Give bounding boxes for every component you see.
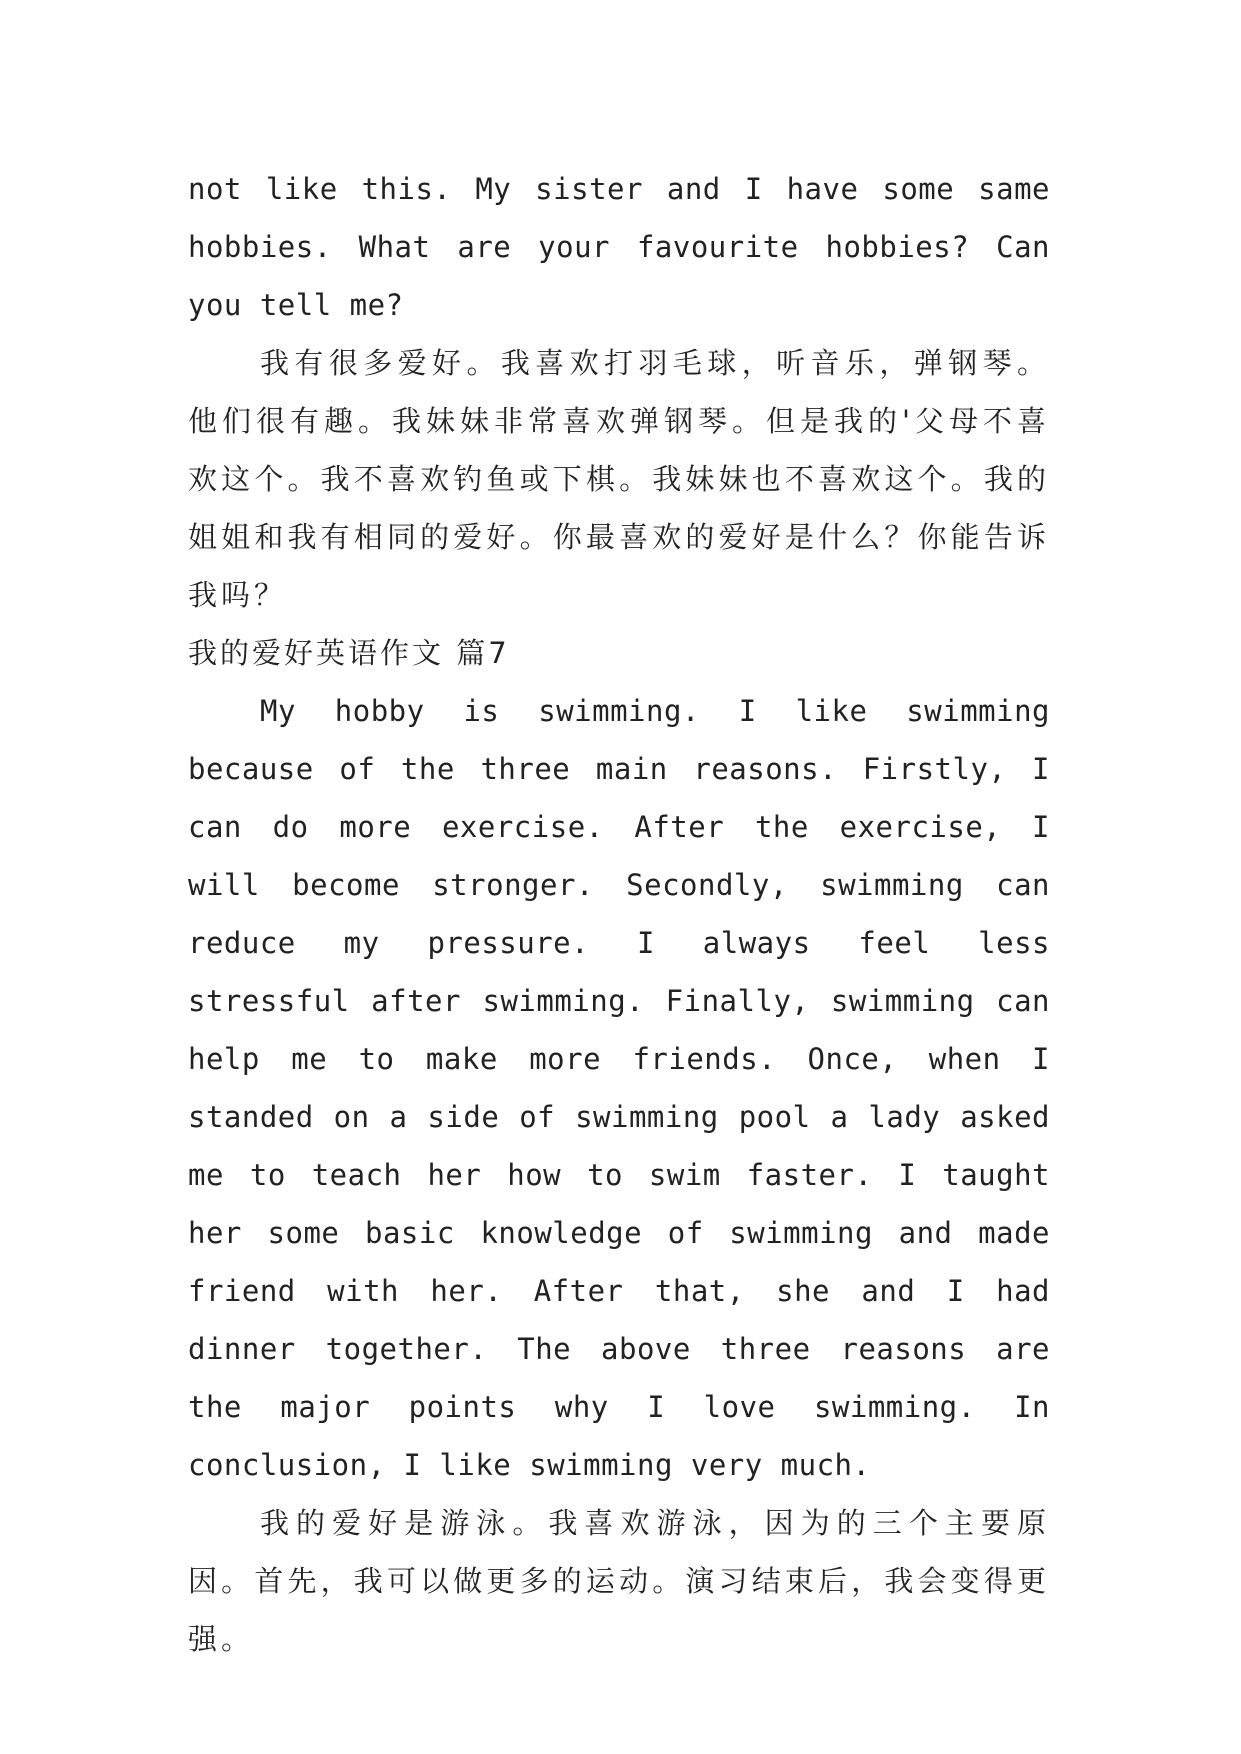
chinese-translation-paragraph: 我有很多爱好。我喜欢打羽毛球，听音乐，弹钢琴。他们很有趣。我妹妹非常喜欢弹钢琴。但是我的'父母不喜欢这个。我不喜欢钓鱼或下棋。我妹妹也不喜欢这个。我的姐姐和我有相同的爱好。你最喜欢的爱好是什么？你能告诉我吗？ bbox=[188, 346, 1050, 612]
english-essay-paragraph: My hobby is swimming. I like swimming because of the three main reasons. Firstly, I can do more exercise. After the exercise, I will become stronger. Secondly, swimming can reduce my pressure. I always feel less stressful after swimming. Finally, swimming can help me to make more friends. Once, when I standed on a side of swimming pool a lady asked me to teach her how to swim faster. I taught her some basic knowledge of swimming and made friend with her. After that, she and I had dinner together. The above three reasons are the major points why I love swimming. In conclusion, I like swimming very much. bbox=[188, 694, 1050, 1482]
chinese-essay-paragraph: 我的爱好是游泳。我喜欢游泳，因为的三个主要原因。首先，我可以做更多的运动。演习结束后，我会变得更强。 bbox=[188, 1506, 1050, 1656]
english-paragraph-continued: not like this. My sister and I have some same hobbies. What are your favourite hobbies? Can you tell me? bbox=[188, 172, 1050, 322]
document-body bbox=[188, 160, 1050, 1668]
essay-heading: 我的爱好英语作文 篇7 bbox=[188, 636, 510, 670]
